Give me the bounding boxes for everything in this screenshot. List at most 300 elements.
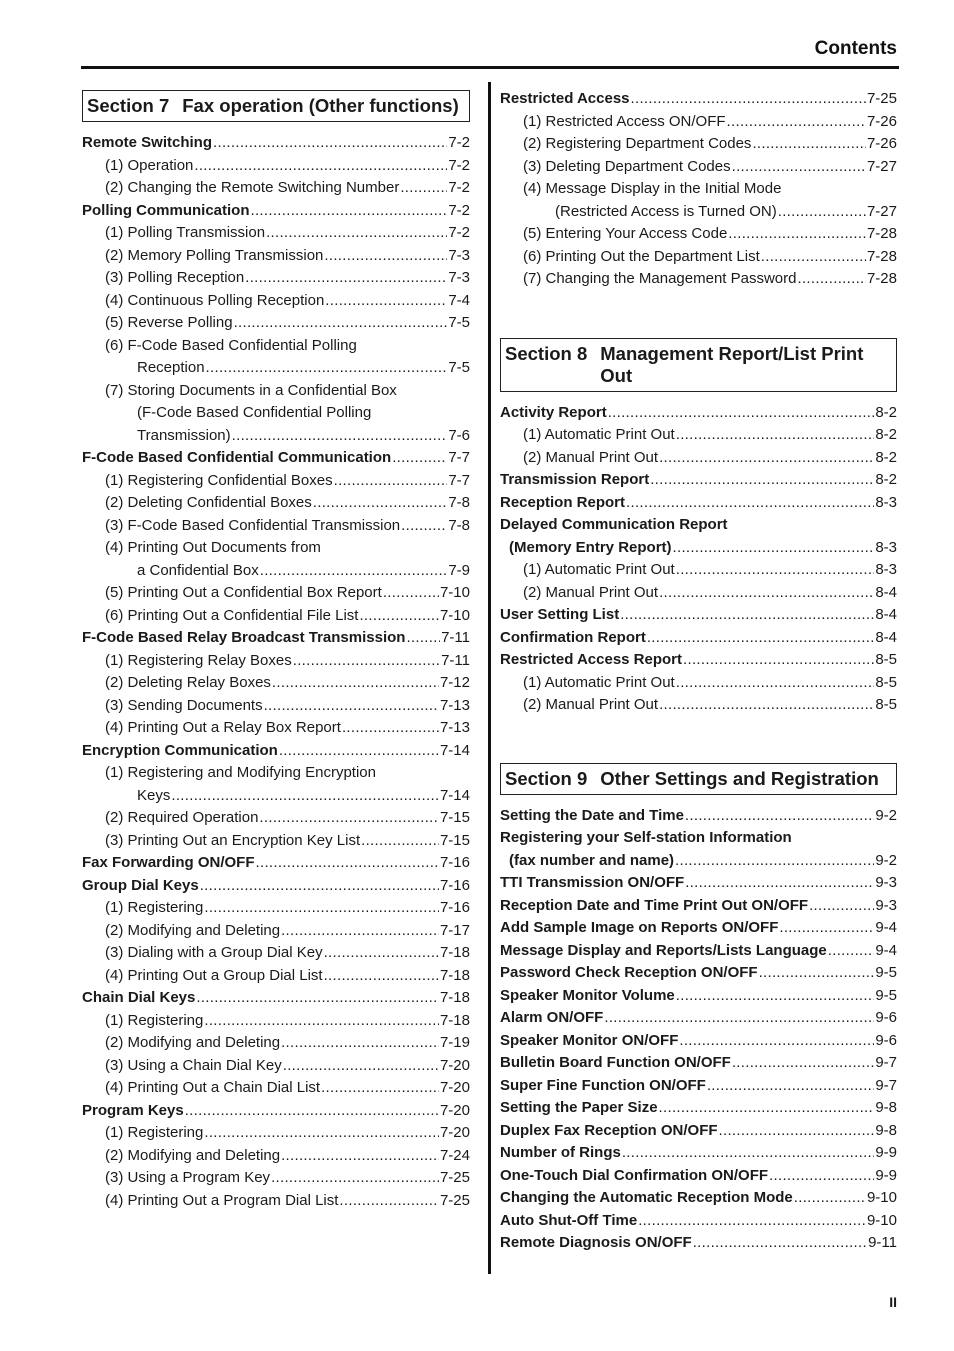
toc-entry-line [523,246,897,269]
toc-entry-title: Confirmation Report [500,628,646,646]
toc-entry-title: (1) Automatic Print Out [523,561,675,578]
dot-leader [828,940,875,963]
toc-entry-line [105,897,470,920]
toc-entry-title: (5) Entering Your Access Code [523,225,728,242]
section-heading [500,338,897,392]
dot-leader [809,895,874,918]
toc-entry-title: Keys [137,786,171,804]
dot-leader [256,852,439,875]
dot-leader [693,1232,867,1255]
toc-entry-title: (7) Storing Documents in a Confidential Box [105,381,397,399]
dot-leader [194,155,447,178]
toc-subentry[interactable] [82,1190,470,1213]
toc-page-number: 7-25 [439,1169,470,1186]
toc-entry-title: (2) Modifying and Deleting [105,921,281,939]
toc-entry-line [82,627,470,650]
toc-subentry[interactable] [82,830,470,853]
toc-subentry[interactable] [82,492,470,515]
toc-subentry[interactable] [82,290,470,313]
section-heading [82,90,470,122]
toc-entry-line [500,985,897,1008]
toc-page-number: 9-6 [875,1031,897,1049]
toc-entry-line [523,201,897,224]
toc-page-number: 7-20 [439,1079,470,1096]
toc-entry-line [105,582,470,605]
toc-entry-line [105,920,470,943]
toc-entry-title: (1) Registering and Modifying Encryption [105,764,376,781]
dot-leader [383,582,439,605]
toc-page-number: 9-4 [875,919,897,936]
toc-page-number: 8-2 [875,448,897,466]
toc-entry-title: Bulletin Board Function ON/OFF [500,1054,731,1071]
toc-subentry[interactable] [82,717,470,740]
toc-entry-title: Transmission) [137,426,231,444]
dot-leader [251,200,448,223]
section-title: Fax operation (Other functions) [182,95,459,116]
dot-leader [676,985,875,1008]
dot-leader [659,447,874,470]
toc-entry[interactable] [500,827,897,872]
toc-entry-title: Transmission Report [500,471,650,488]
toc-page-number: 7-2 [448,134,470,151]
toc-entry[interactable] [82,852,470,875]
toc-page-number: 7-27 [866,157,897,175]
toc-entry-line [105,312,470,335]
toc-subentry[interactable] [82,1010,470,1033]
toc-subentry[interactable] [82,222,470,245]
toc-entry-line [105,1077,470,1100]
toc-page-number: 8-3 [875,561,897,578]
toc-entry[interactable] [500,895,897,918]
toc-entry-line [500,872,897,895]
dot-leader [281,1032,439,1055]
toc-entry-title: (2) Modifying and Deleting [105,1034,281,1051]
toc-entry-title: (Memory Entry Report) [509,538,672,556]
toc-entry-title: (1) Operation [105,156,194,174]
toc-entry-title: Program Keys [82,1101,184,1119]
toc-entry-title: TTI Transmission ON/OFF [500,874,685,891]
toc-entry-title: (Restricted Access is Turned ON) [555,202,777,220]
toc-subentry[interactable] [82,605,470,628]
toc-subentry[interactable] [82,470,470,493]
toc-entry-line [105,335,470,358]
toc-entry-line [105,245,470,268]
toc-page-number: 8-5 [875,696,897,713]
dot-leader [342,717,439,740]
toc-page-number: 7-12 [439,674,470,691]
toc-page-number: 7-15 [439,809,470,826]
toc-entry[interactable] [500,1052,897,1075]
toc-subentry[interactable] [82,245,470,268]
toc-entry[interactable] [82,132,470,155]
toc-entry-line [82,852,470,875]
toc-entry-line [105,402,470,425]
toc-entry[interactable] [500,985,897,1008]
toc-entry[interactable] [500,88,897,111]
toc-entry-line [500,940,897,963]
toc-subentry[interactable] [82,650,470,673]
dot-leader [171,785,439,808]
toc-subentry[interactable] [500,447,897,470]
dot-leader [759,962,875,985]
toc-entry-title: Password Check Reception ON/OFF [500,964,758,981]
toc-entry-title: (1) Registering [105,1011,204,1029]
toc-entry-title: F-Code Based Relay Broadcast Transmission [82,629,406,646]
toc-entry[interactable] [500,649,897,672]
dot-leader [245,267,447,290]
toc-page-number: 8-2 [875,426,897,443]
dot-leader [324,942,439,965]
toc-entry[interactable] [500,1075,897,1098]
dot-leader [401,515,447,538]
toc-entry-line [105,965,470,988]
toc-entry-line [82,875,470,898]
toc-entry-title: (4) Message Display in the Initial Mode [523,180,782,197]
toc-entry-title: (2) Changing the Remote Switching Number [105,179,400,196]
dot-leader [204,1010,439,1033]
toc-page-number: 7-28 [866,225,897,242]
toc-page-number: 7-18 [439,1011,470,1029]
toc-entry[interactable] [500,469,897,492]
toc-entry-title: Speaker Monitor ON/OFF [500,1031,679,1049]
toc-subentry[interactable] [82,1055,470,1078]
toc-page-number: 7-4 [448,291,470,309]
toc-page-number: 8-4 [875,606,897,623]
toc-entry-title: Restricted Access Report [500,651,683,668]
toc-entry-line [105,942,470,965]
toc-entry-line [105,762,470,785]
toc-entry[interactable] [82,627,470,650]
toc-entry-title: Registering your Self-station Information [500,829,792,846]
dot-leader [325,290,447,313]
section-title: Management Report/List Print Out [600,342,864,386]
toc-entry[interactable] [500,962,897,985]
toc-subentry[interactable] [82,695,470,718]
toc-page-number: 9-6 [875,1009,897,1026]
dot-leader [638,1210,866,1233]
toc-subentry[interactable] [82,312,470,335]
toc-entry-line [500,1097,897,1120]
toc-page-number: 7-7 [448,449,470,466]
toc-entry-title: (3) Deleting Department Codes [523,157,731,175]
toc-page-number: 7-8 [448,516,470,534]
toc-entry[interactable] [500,1120,897,1143]
toc-subentry[interactable] [82,267,470,290]
toc-page-number: 7-14 [439,741,470,759]
column-divider [488,82,491,1274]
toc-entry[interactable] [82,987,470,1010]
toc-entry-line [500,469,897,492]
dot-leader [339,1190,439,1213]
toc-subentry[interactable] [82,942,470,965]
toc-entry-line [105,1032,470,1055]
toc-entry[interactable] [500,917,897,940]
page-title: Contents [814,38,897,59]
toc-page-number: 7-25 [866,90,897,107]
dot-leader [659,1097,875,1120]
toc-page-number: 7-27 [866,202,897,220]
toc-entry-line [500,1007,897,1030]
toc-entry-line [523,223,897,246]
dot-leader [213,132,447,155]
toc-group [500,338,897,717]
dot-leader [293,650,440,673]
toc-entry-title: Message Display and Reports/Lists Language [500,941,827,959]
toc-subentry[interactable] [82,177,470,200]
toc-entry[interactable] [82,740,470,763]
toc-entry[interactable] [500,627,897,650]
toc-entry-line [105,1055,470,1078]
toc-subentry[interactable] [500,133,897,156]
toc-entry-title: (2) Manual Print Out [523,696,659,713]
toc-page-number: 8-3 [875,538,897,556]
toc-subentry[interactable] [82,762,470,807]
toc-page-number: 9-2 [875,806,897,824]
toc-subentry[interactable] [82,537,470,582]
dot-leader [676,424,875,447]
dot-leader [359,605,439,628]
toc-entry[interactable] [500,1007,897,1030]
toc-entry-title: User Setting List [500,606,620,623]
toc-page-number: 7-16 [439,899,470,916]
toc-entry-line [500,537,897,560]
dot-leader [392,447,447,470]
toc-entry-title: (3) Using a Program Key [105,1169,271,1186]
toc-entry-title: (1) Polling Transmission [105,224,266,241]
toc-entry[interactable] [500,1165,897,1188]
toc-entry-line [523,559,897,582]
toc-entry-line [105,537,470,560]
toc-entry-title: Activity Report [500,403,607,421]
toc-entry-title: (4) Printing Out a Group Dial List [105,966,323,984]
dot-leader [769,1165,874,1188]
toc-entry-line [523,111,897,134]
toc-page-number: 9-4 [875,941,897,959]
toc-entry-line [523,268,897,291]
toc-page-number: 7-7 [448,471,470,489]
toc-entry-line [105,267,470,290]
toc-entry-title: Polling Communication [82,201,250,219]
toc-page-number: 8-3 [875,493,897,511]
dot-leader [685,872,874,895]
dot-leader [761,246,866,269]
toc-entry[interactable] [500,1210,897,1233]
toc-subentry[interactable] [82,672,470,695]
toc-entry-title: (3) Using a Chain Dial Key [105,1056,282,1074]
toc-entry-line [500,962,897,985]
toc-entry[interactable] [82,200,470,223]
toc-page-number: 7-2 [448,201,470,219]
toc-subentry[interactable] [500,223,897,246]
toc-entry-line [523,424,897,447]
toc-entry-title: (2) Deleting Confidential Boxes [105,494,312,511]
toc-page-number: 7-8 [448,494,470,511]
toc-entry-line [82,132,470,155]
toc-entry-line [105,695,470,718]
toc-entry[interactable] [500,805,897,828]
toc-entry-title: (2) Memory Polling Transmission [105,246,324,264]
toc-subentry[interactable] [500,559,897,582]
toc-subentry[interactable] [500,111,897,134]
toc-entry-line [500,1210,897,1233]
toc-subentry[interactable] [500,694,897,717]
toc-entry-title: (5) Printing Out a Confidential Box Report [105,584,382,601]
dot-leader [259,807,439,830]
section-number: Section 8 [505,342,588,364]
toc-subentry[interactable] [82,897,470,920]
toc-subentry[interactable] [82,380,470,448]
toc-entry-line [500,627,897,650]
dot-leader [204,897,439,920]
toc-subentry[interactable] [82,1077,470,1100]
toc-group [82,90,470,1212]
toc-entry-line [105,785,470,808]
toc-page-number: 9-3 [875,874,897,891]
toc-entry-line [500,805,897,828]
toc-page-number: 8-2 [875,403,897,421]
toc-entry[interactable] [500,1187,897,1210]
toc-entry-line [105,717,470,740]
toc-entry[interactable] [500,492,897,515]
toc-entry-title: (4) Continuous Polling Reception [105,291,325,309]
toc-entry-title: (1) Registering Confidential Boxes [105,471,333,489]
dot-leader [798,268,866,291]
toc-entry-title: Group Dial Keys [82,876,199,894]
dot-leader [604,1007,874,1030]
dot-leader [676,672,875,695]
toc-entry-line [523,447,897,470]
toc-entry-line [105,605,470,628]
toc-subentry[interactable] [82,155,470,178]
toc-entry-title: Setting the Paper Size [500,1099,658,1116]
toc-entry-line [500,88,897,111]
dot-leader [707,1075,874,1098]
toc-entry-title: (2) Deleting Relay Boxes [105,674,271,691]
dot-leader [204,1122,439,1145]
toc-subentry[interactable] [82,965,470,988]
toc-entry-title: Setting the Date and Time [500,806,684,824]
toc-page-number: 9-7 [875,1076,897,1094]
toc-entry-line [105,807,470,830]
toc-entry[interactable] [500,402,897,425]
toc-page-number: 7-25 [439,1191,470,1209]
dot-leader [185,1100,439,1123]
dot-leader [324,965,439,988]
toc-subentry[interactable] [500,268,897,291]
toc-subentry[interactable] [82,1167,470,1190]
toc-entry-line [523,672,897,695]
toc-subentry[interactable] [500,672,897,695]
right-column [500,88,897,1255]
header-rule [81,66,899,69]
toc-page-number: 9-5 [875,986,897,1004]
section-heading [500,763,897,795]
toc-page-number: 8-2 [875,471,897,488]
toc-entry-line [500,895,897,918]
toc-entry-line [500,1165,897,1188]
toc-page-number: 7-3 [448,269,470,286]
toc-subentry[interactable] [82,1145,470,1168]
dot-leader [196,987,439,1010]
toc-entry[interactable] [500,1030,897,1053]
toc-subentry[interactable] [500,246,897,269]
dot-leader [608,402,875,425]
toc-page-number: 7-20 [439,1124,470,1141]
toc-entry[interactable] [500,1232,897,1255]
dot-leader [675,850,874,873]
toc-entry-line [105,560,470,583]
toc-entry[interactable] [500,1142,897,1165]
toc-entry-line [105,470,470,493]
toc-entry-title: (1) Registering Relay Boxes [105,651,292,669]
toc-subentry[interactable] [500,156,897,179]
dot-leader [676,559,875,582]
dot-leader [334,470,448,493]
dot-leader [685,805,874,828]
toc-entry-line [523,156,897,179]
toc-page-number: 9-8 [875,1099,897,1116]
toc-entry-title: Auto Shut-Off Time [500,1211,638,1229]
toc-page-number: 9-10 [866,1189,897,1206]
toc-entry-line [105,1122,470,1145]
toc-entry-title: (2) Modifying and Deleting [105,1146,281,1164]
dot-leader [732,156,866,179]
toc-subentry[interactable] [500,582,897,605]
toc-subentry[interactable] [82,582,470,605]
toc-entry-title: a Confidential Box [137,561,259,579]
toc-subentry[interactable] [500,178,897,223]
toc-entry[interactable] [82,447,470,470]
toc-subentry[interactable] [82,335,470,380]
toc-entry[interactable] [500,940,897,963]
toc-entry-title: Encryption Communication [82,741,278,759]
toc-subentry[interactable] [82,1122,470,1145]
toc-entry[interactable] [82,1100,470,1123]
toc-subentry[interactable] [82,515,470,538]
toc-subentry[interactable] [82,807,470,830]
toc-page-number: 7-13 [439,696,470,714]
toc-entry[interactable] [500,1097,897,1120]
toc-page-number: 7-16 [439,876,470,894]
toc-page-number: 7-14 [439,786,470,804]
toc-page-number: 7-11 [441,629,470,646]
toc-entry[interactable] [500,514,897,559]
toc-entry-line [105,1190,470,1213]
toc-entry-title: (F-Code Based Confidential Polling [137,404,372,421]
toc-page-number: 7-20 [439,1056,470,1074]
toc-subentry[interactable] [82,920,470,943]
toc-entry-line [105,1010,470,1033]
toc-entry[interactable] [500,872,897,895]
toc-entry-line [523,582,897,605]
toc-subentry[interactable] [500,424,897,447]
toc-entry[interactable] [82,875,470,898]
toc-entry-title: (4) Printing Out a Program Dial List [105,1191,339,1209]
toc-page-number: 7-26 [866,135,897,152]
toc-entry-line [105,830,470,853]
toc-subentry[interactable] [82,1032,470,1055]
section-number: Section 7 [87,95,170,116]
toc-entry-line [105,290,470,313]
toc-entry-line [500,402,897,425]
toc-entry[interactable] [500,604,897,627]
toc-page-number: 7-28 [866,270,897,287]
toc-page-number: 7-24 [439,1146,470,1164]
toc-entry-line [82,1100,470,1123]
toc-page-number: 7-20 [439,1101,470,1119]
dot-leader [752,133,866,156]
toc-entry-title: Fax Forwarding ON/OFF [82,854,255,871]
